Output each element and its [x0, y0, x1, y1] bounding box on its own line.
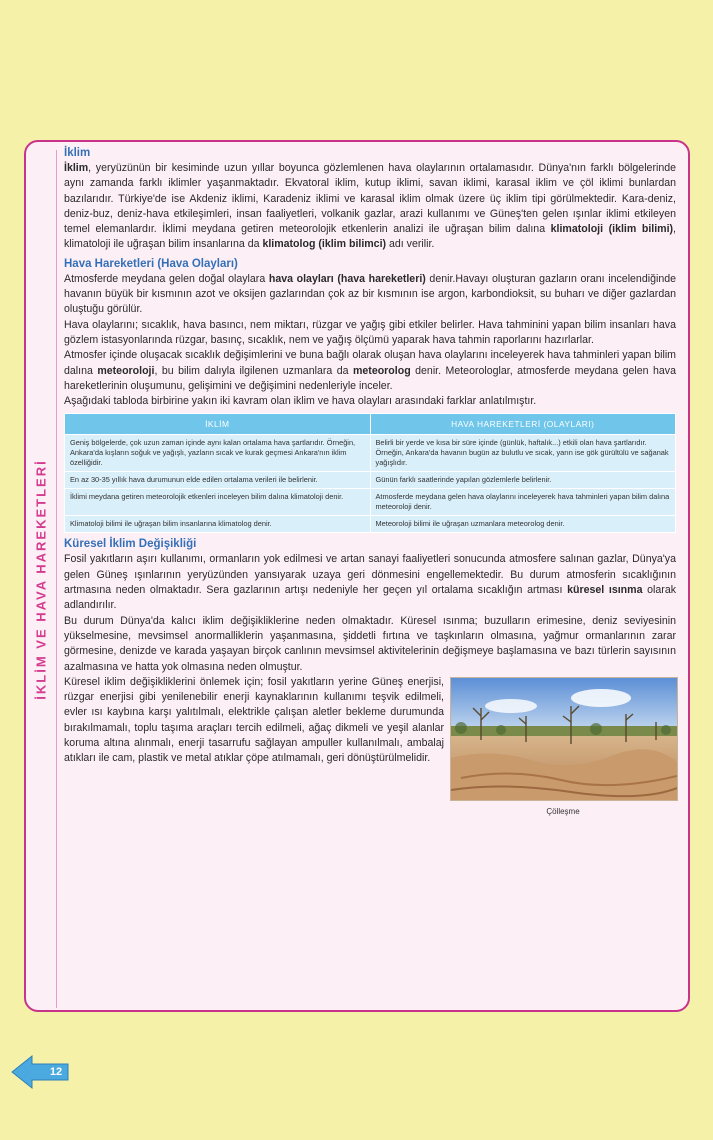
table-cell: Klimatoloji bilimi ile uğraşan bilim insanlarına klimatolog denir.	[65, 516, 371, 533]
heading-hava: Hava Hareketleri (Hava Olayları)	[64, 257, 238, 270]
comparison-table	[64, 413, 676, 533]
paragraph-hava-1: Atmosferde meydana gelen doğal olaylara hava olayları (hava hareketleri) denir.Havayı oluşturan gazların oranı incelendiğinde havanın büyük bir kısmının azot ve oksijen gazlarından çok az bir kısmının ise argon, karbondioksit, su buharı ve diğer gazlardan oluştuğu görülür.	[64, 272, 676, 316]
heading-iklim: İklim	[64, 147, 91, 159]
figure-caption: Çölleşme	[546, 806, 580, 816]
side-divider	[56, 150, 57, 1008]
table-header-iklim: İKLİM	[65, 414, 371, 435]
page-number: 12	[49, 1066, 63, 1078]
page-number-badge	[10, 1052, 70, 1092]
table-row	[65, 472, 676, 489]
figure-colesme	[450, 677, 676, 819]
side-title: İKLİM VE HAVA HAREKETLERİ	[33, 458, 49, 700]
paragraph-kuresel-3: Küresel iklim değişikliklerini önlemek için; fosil yakıtların yerine Güneş enerjisi, rüzgar enerjisi gibi yenilenebilir enerji kaynaklarının kullanımı teşvik edilmeli, evler ısı kaybına karşı yalıtılmalı, elektrikle çalışan aletler bekleme durumunda bırakılmamalı, toplu taşıma araçları tercih edilmeli, ağaç dikmeli ve yeşil alanlar koruma altına alınmalı, enerji tasarrufu sağlayan ampuller kullanılmalı, ambalaj atıkları ile cam, plastik ve metal atıklar çöpe atılmamalı, geri dönüştürülmelidir.	[64, 675, 444, 765]
table-cell: Günün farklı saatlerinde yapılan gözlemlerle belirlenir.	[370, 472, 676, 489]
table-cell: Belirli bir yerde ve kısa bir süre içinde (günlük, haftalık...) etkili olan hava şartlarıdır. Örneğin, Ankara'da havanın bugün az bulutlu ve sıcak, yarın ise gök gürültülü ve sağanak yağışlıdır.	[370, 435, 676, 472]
table-cell: Geniş bölgelerde, çok uzun zaman içinde aynı kalan ortalama hava şartlarıdır. Örneğin, Ankara'da kışların soğuk ve yağışlı, yazların sıcak ve kurak geçmesi Ankara'nın iklim özelliğidir.	[65, 435, 371, 472]
table-row	[65, 435, 676, 472]
page-content	[64, 146, 676, 819]
paragraph-iklim: İklim, yeryüzünün bir kesiminde uzun yıllar boyunca gözlemlenen hava olaylarının ortalamasıdır. Dünya'nın farklı bölgelerinde aynı zamanda farklı iklimler yaşanmaktadır. Ekvatoral iklim, kutup iklimi, savan iklimi, karasal iklim ve çöl iklimi bunlardan bazılarıdır. Türkiye'de ise Akdeniz iklimi, Karadeniz iklimi ve karasal iklim olmak üzere üç iklim tipi görülmektedir. Kara-deniz, deniz-buz, deniz-hava etkileşimleri, insan faaliyetleri, volkanik gazlar, arazi kullanımı ve Güneş'ten gelen ışınlar iklimi etkileyen temel elemanlardır. İklimi meydana getiren meteorolojik etkenlerin analizi ile uğraşan bilim dalına klimatoloji (iklim bilimi), klimatoloji ile uğraşan bilim insanlarına da klimatolog (iklim bilimci) adı verilir.	[64, 162, 676, 251]
table-row	[65, 489, 676, 516]
table-cell: Atmosferde meydana gelen hava olaylarını inceleyerek hava tahminleri yapan bilim dalına meteoroloji denir.	[370, 489, 676, 516]
paragraph-hava-2: Hava olaylarını; sıcaklık, hava basıncı, nem miktarı, rüzgar ve yağış gibi etkiler belirler. Hava tahminini yapan bilim insanları hava gözlem istasyonlarında rüzgar, basınç, sıcaklık, nem ve yağış ölçümü yaparak hava tahmin raporlarını hazırlarlar.	[64, 318, 676, 346]
table-cell: Meteoroloji bilimi ile uğraşan uzmanlara meteorolog denir.	[370, 516, 676, 533]
table-row	[65, 516, 676, 533]
paragraph-hava-3: Atmosfer içinde oluşacak sıcaklık değişimlerini ve buna bağlı olarak oluşan hava olaylarını inceleyerek hava tahminleri yapan bilim dalına meteoroloji, bu bilim dalıyla ilgilenen uzmanlara da meteorolog denir. Meteorologlar, atmosferde meydana gelen hava hareketlerinin oluşumunu, gelişimini ve değişimini nedenleriyle inceler.	[64, 349, 676, 392]
desertification-photo	[450, 677, 678, 801]
heading-kuresel: Küresel İklim Değişikliği	[64, 538, 197, 551]
table-cell: İklimi meydana getiren meteorolojik etkenleri inceleyen bilim dalına klimatoloji denir.	[65, 489, 371, 516]
table-cell: En az 30-35 yıllık hava durumunun elde edilen ortalama verileri ile belirlenir.	[65, 472, 371, 489]
paragraph-hava-4: Aşağıdaki tabloda birbirine yakın iki kavram olan iklim ve hava olayları arasındaki farklar anlatılmıştır.	[64, 395, 537, 408]
paragraph-kuresel-1: Fosil yakıtların aşırı kullanımı, ormanların yok edilmesi ve artan sanayi faaliyetleri sonucunda atmosfere salınan gazlar, Dünya'ya gelen Güneş ışınlarının yeryüzünden yansıyarak uzaya geri dönmesini engellemektedir. Bu durum atmosferin sıcaklığının artmasına neden olmaktadır. Sera gazlarının artışı nedeniyle her geçen yıl ortalama sıcaklığın artması küresel ısınma olarak adlandırılır.	[64, 553, 677, 612]
paragraph-kuresel-2: Bu durum Dünya'da kalıcı iklim değişikliklerine neden olmaktadır. Küresel ısınma; buzulların erimesine, deniz seviyesinin yükselmesine, mevsimsel anormalliklerin yaşanmasına, şiddetli fırtına ve taşkınların olmasına, yağmur ormanlarının zarar görmesine, denizde ve karada yaşayan birçok canlının mevsimsel aktivitelerinin değişmeye başlamasına ve bazı türlerin sayısının azalmasına ve hatta yok olmasına neden olmuştur.	[64, 614, 676, 673]
table-header-hava: HAVA HAREKETLERİ (OLAYLARI)	[370, 414, 676, 435]
